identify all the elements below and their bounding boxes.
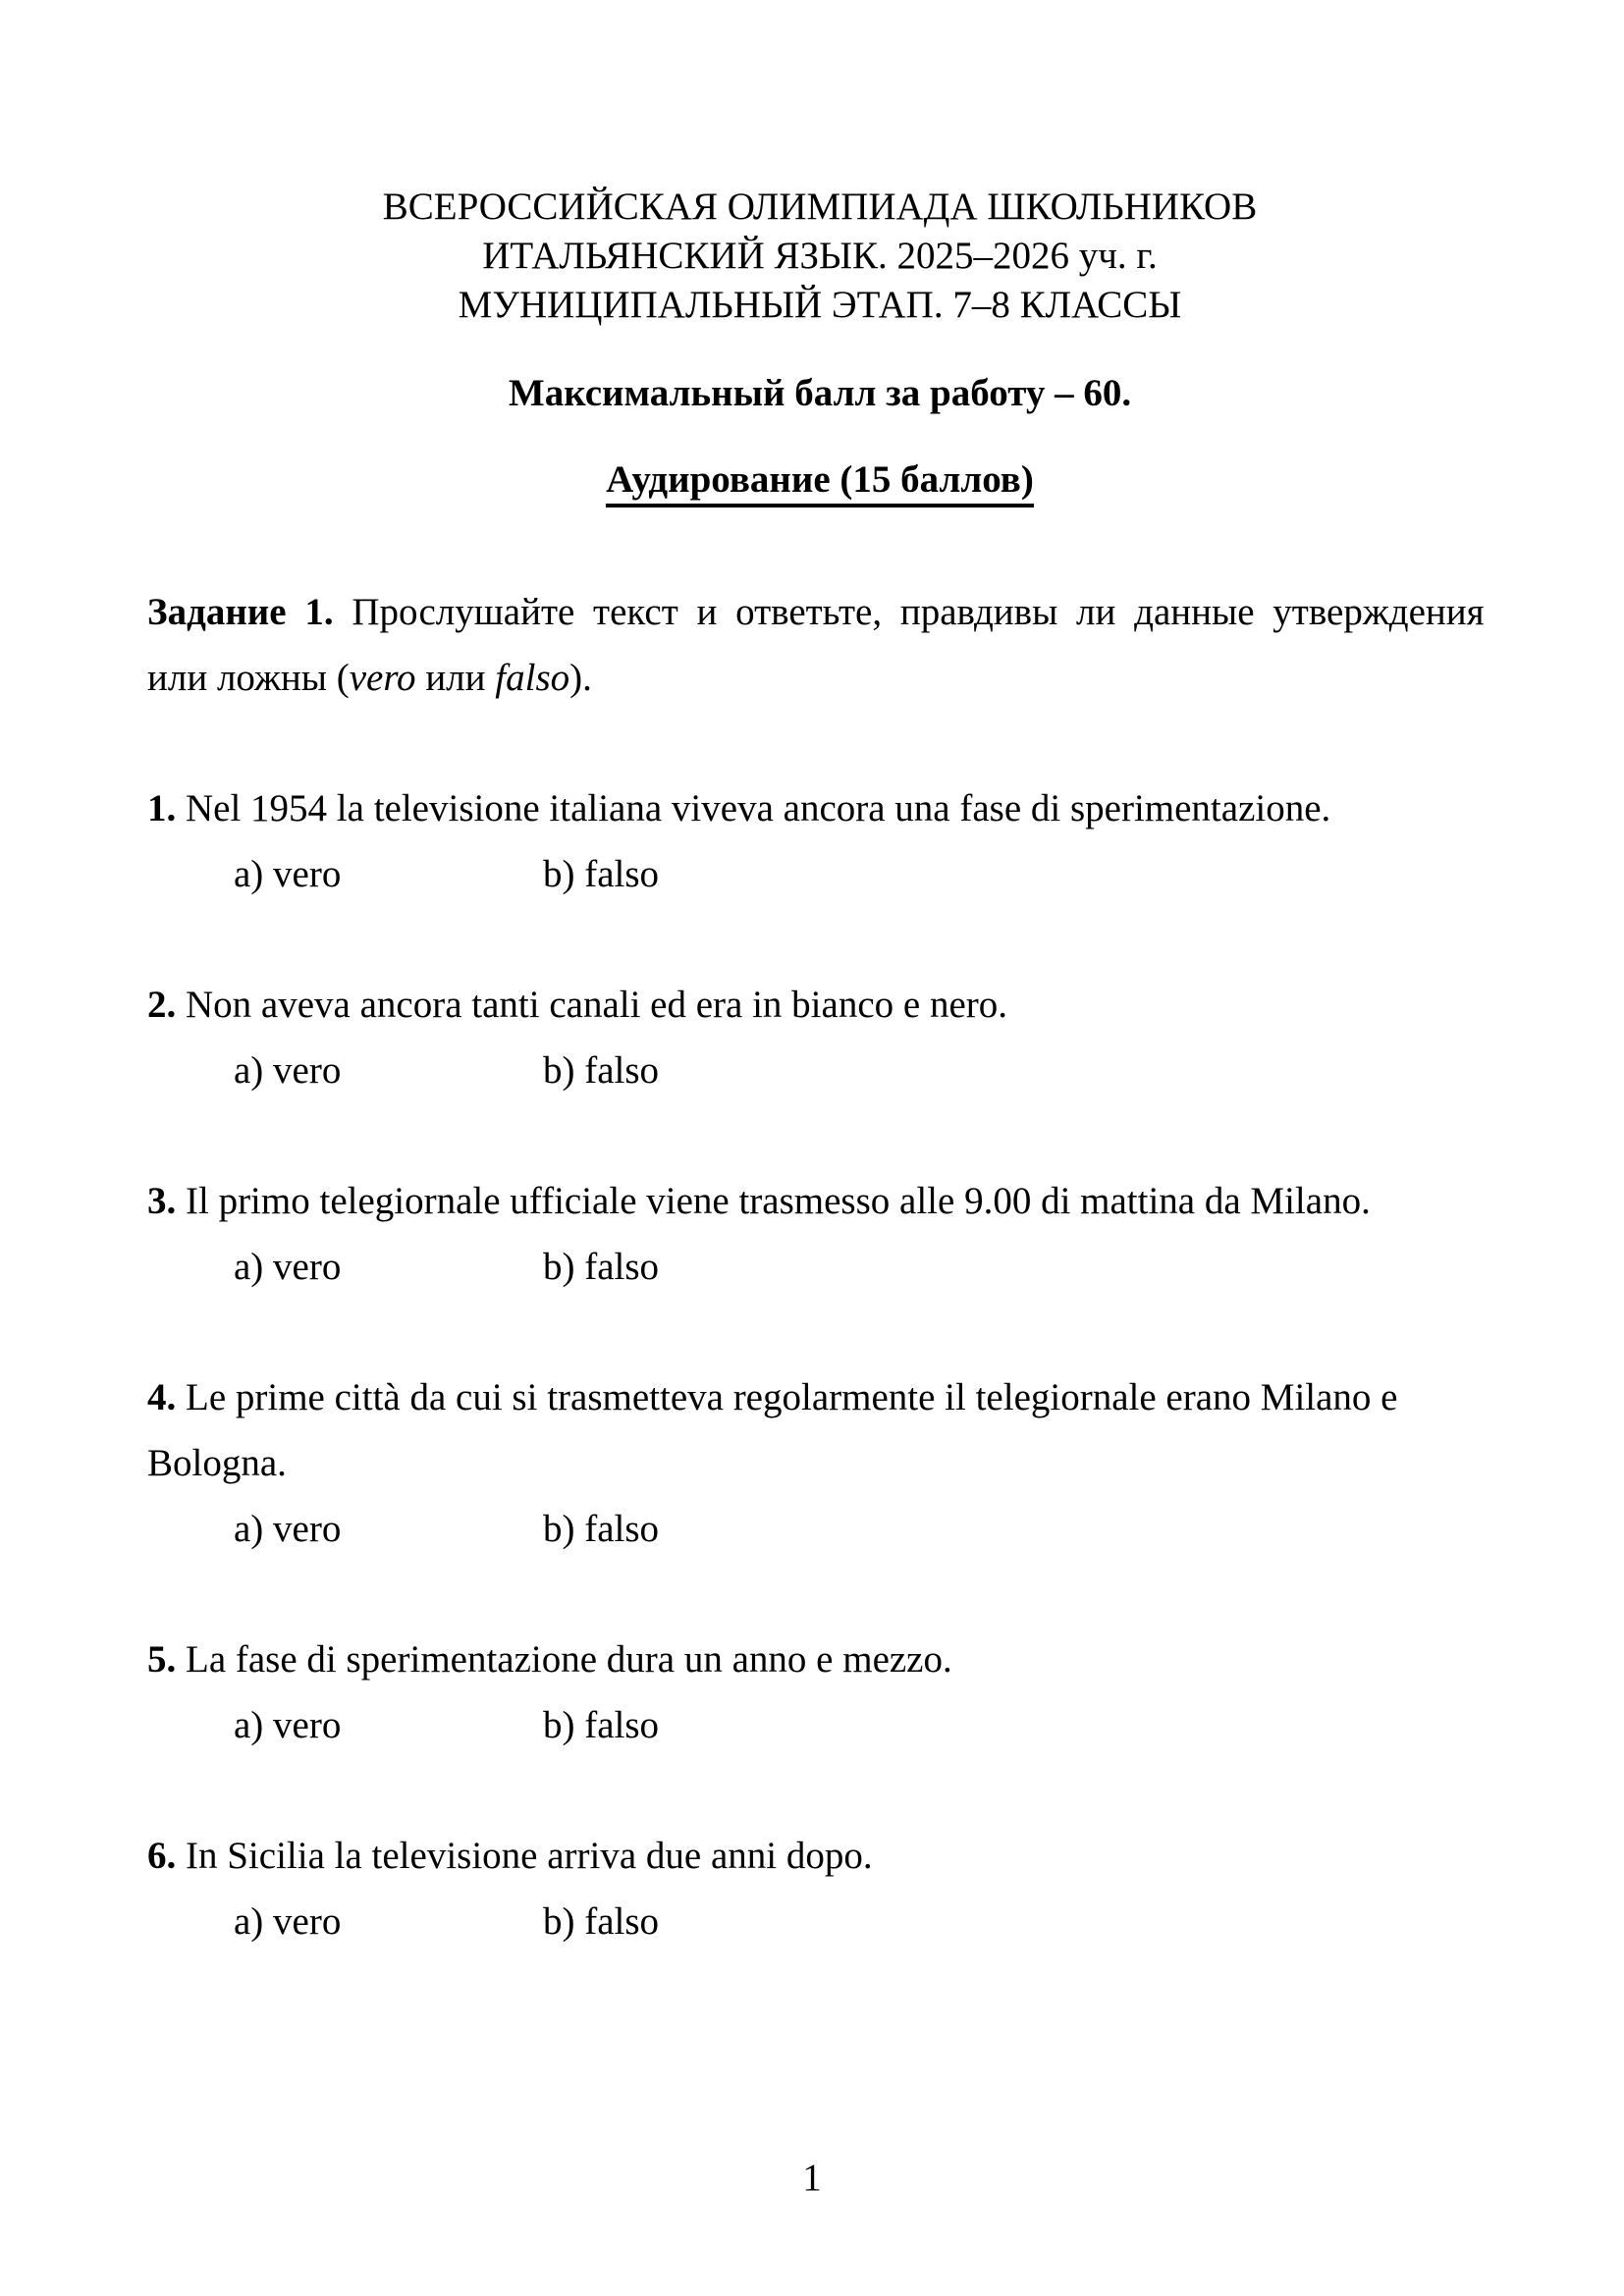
option-vero: a) vero [234, 1704, 342, 1746]
question-6 [147, 1823, 1492, 1954]
section-heading [147, 455, 1492, 505]
option-vero: a) vero [234, 1900, 342, 1943]
option-falso: b) falso [543, 1049, 660, 1092]
option-falso: b) falso [543, 1900, 660, 1943]
option-vero: a) vero [234, 853, 342, 895]
title-line-stage-grades: МУНИЦИПАЛЬНЫЙ ЭТАП. 7–8 КЛАССЫ [458, 284, 1182, 326]
question-6-options [147, 1889, 1492, 1954]
question-3-number: 3. [147, 1180, 177, 1222]
question-2 [147, 972, 1492, 1103]
page-number: 1 [802, 2157, 822, 2199]
question-4 [147, 1364, 1492, 1562]
question-3-text: 3. Il primo telegiornale ufficiale viene trasmesso alle 9.00 di mattina da Milano. [147, 1180, 1371, 1222]
italic-vero: vero [349, 657, 416, 699]
option-falso: b) falso [543, 1704, 660, 1746]
question-2-options [147, 1038, 1492, 1103]
question-2-text: 2. Non aveva ancora tanti canali ed era in bianco e nero. [147, 984, 1007, 1026]
task-1-instruction-line-1 [147, 579, 1492, 645]
question-1-text: 1. Nel 1954 la televisione italiana viveva ancora una fase di sperimentazione. [147, 787, 1331, 829]
section-heading-text: Аудирование (15 баллов) [606, 458, 1034, 507]
question-4-text-line-1: 4. Le prime città da cui si trasmetteva regolarmente il telegiornale erano Milano e [147, 1376, 1398, 1418]
question-2-number: 2. [147, 984, 177, 1026]
option-falso: b) falso [543, 1246, 660, 1288]
question-4-options [147, 1496, 1492, 1562]
task-1-instruction [147, 579, 1492, 711]
title-line-subject-year: ИТАЛЬЯНСКИЙ ЯЗЫК. 2025–2026 уч. г. [482, 235, 1158, 277]
option-falso: b) falso [543, 853, 660, 895]
option-vero: a) vero [234, 1508, 342, 1550]
option-falso: b) falso [543, 1508, 660, 1550]
question-6-number: 6. [147, 1835, 177, 1877]
task-1-instruction-line-2: или ложны (vero или falso). [147, 657, 592, 699]
question-5-text: 5. La fase di sperimentazione dura un anno e mezzo. [147, 1638, 952, 1681]
italic-falso: falso [495, 657, 570, 699]
question-6-text: 6. In Sicilia la televisione arriva due anni dopo. [147, 1835, 873, 1877]
question-1 [147, 775, 1492, 907]
question-3 [147, 1168, 1492, 1300]
question-3-options [147, 1234, 1492, 1300]
question-5 [147, 1627, 1492, 1758]
question-4-text-line-2: Bologna. [147, 1442, 287, 1484]
question-4-number: 4. [147, 1376, 177, 1418]
task-1-label: Задание 1. [147, 591, 334, 633]
question-1-number: 1. [147, 787, 177, 829]
option-vero: a) vero [234, 1049, 342, 1092]
question-5-options [147, 1692, 1492, 1758]
title-line-olympiad: ВСЕРОССИЙСКАЯ ОЛИМПИАДА ШКОЛЬНИКОВ [382, 186, 1258, 228]
question-1-options [147, 841, 1492, 907]
document-title [147, 183, 1492, 330]
question-5-number: 5. [147, 1638, 177, 1681]
option-vero: a) vero [234, 1246, 342, 1288]
task-1-instruction-text: Прослушайте текст и ответьте, правдивы ли данные утверждения [352, 591, 1485, 633]
max-score-line: Максимальный балл за работу – 60. [508, 372, 1132, 414]
